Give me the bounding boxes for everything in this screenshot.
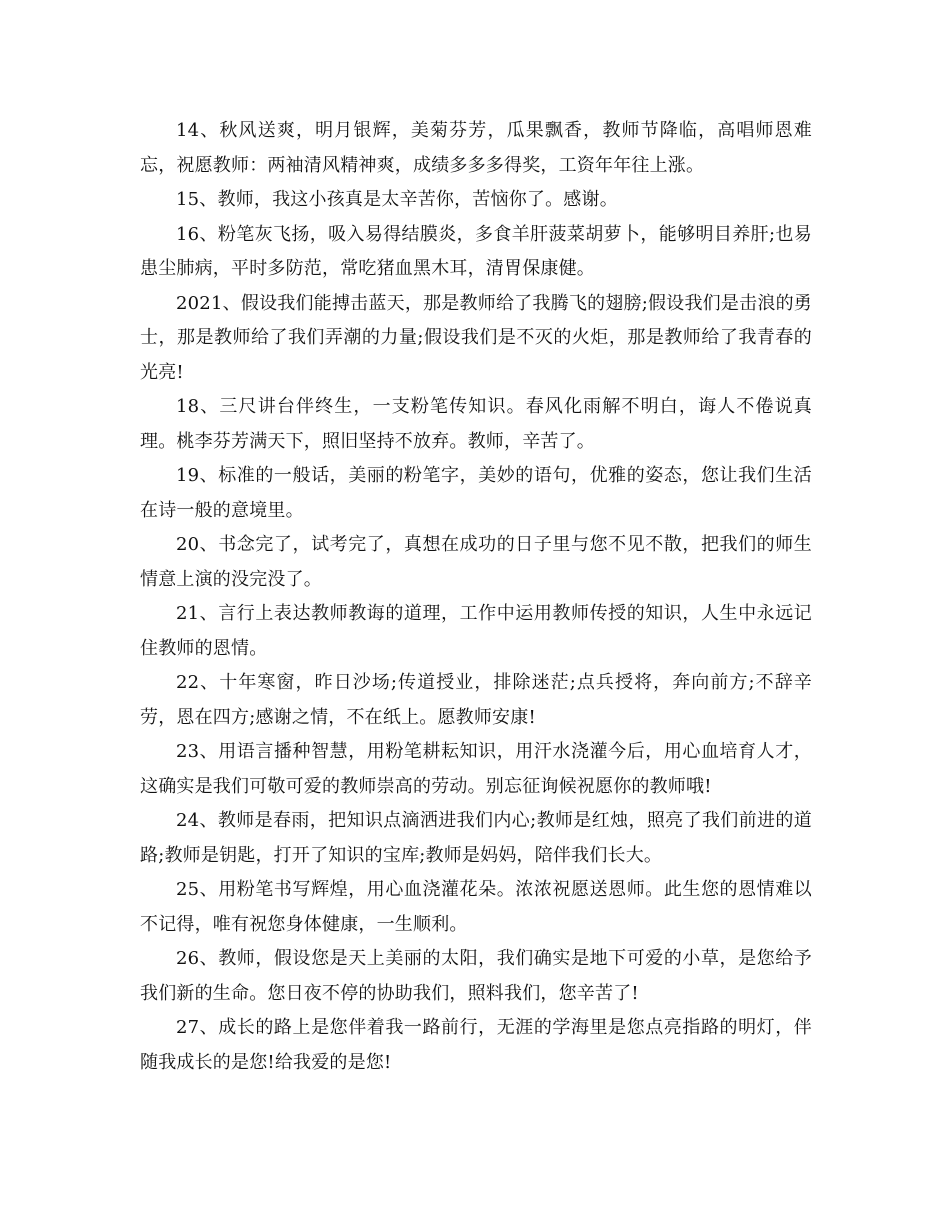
paragraph-24: 24、教师是春雨，把知识点滴洒进我们内心;教师是红烛，照亮了我们前进的道路;教师是钥匙，打开了知识的宝库;教师是妈妈，陪伴我们长大。 <box>140 810 812 866</box>
paragraph-18: 18、三尺讲台伴终生，一支粉笔传知识。春风化雨解不明白，诲人不倦说真理。桃李芬芳满天下，照旧坚持不放弃。教师，辛苦了。 <box>140 396 812 452</box>
paragraph-20: 20、书念完了，试考完了，真想在成功的日子里与您不见不散，把我们的师生情意上演的没完没了。 <box>140 534 812 590</box>
paragraph-21: 21、言行上表达教师教诲的道理，工作中运用教师传授的知识，人生中永远记住教师的恩情。 <box>140 603 812 659</box>
paragraph-26: 26、教师，假设您是天上美丽的太阳，我们确实是地下可爱的小草，是您给予我们新的生命。您日夜不停的协助我们，照料我们，您辛苦了! <box>140 948 812 1004</box>
document-body <box>140 114 812 1080</box>
paragraph-23: 23、用语言播种智慧，用粉笔耕耘知识，用汗水浇灌今后，用心血培育人才，这确实是我们可敬可爱的教师崇高的劳动。别忘征询候祝愿你的教师哦! <box>140 741 812 797</box>
paragraph-19: 19、标准的一般话，美丽的粉笔字，美妙的语句，优雅的姿态，您让我们生活在诗一般的意境里。 <box>140 465 812 521</box>
paragraph-22: 22、十年寒窗，昨日沙场;传道授业，排除迷茫;点兵授将，奔向前方;不辞辛劳，恩在四方;感谢之情，不在纸上。愿教师安康! <box>140 672 812 728</box>
paragraph-27: 27、成长的路上是您伴着我一路前行，无涯的学海里是您点亮指路的明灯，伴随我成长的是您!给我爱的是您! <box>140 1017 812 1073</box>
paragraph-16: 16、粉笔灰飞扬，吸入易得结膜炎，多食羊肝菠菜胡萝卜，能够明目养肝;也易患尘肺病，平时多防范，常吃猪血黑木耳，清胃保康健。 <box>140 223 812 279</box>
paragraph-14: 14、秋风送爽，明月银辉，美菊芬芳，瓜果飘香，教师节降临，高唱师恩难忘，祝愿教师：两袖清风精神爽，成绩多多多得奖，工资年年往上涨。 <box>140 120 812 176</box>
paragraph-25: 25、用粉笔书写辉煌，用心血浇灌花朵。浓浓祝愿送恩师。此生您的恩情难以不记得，唯有祝您身体健康，一生顺利。 <box>140 879 812 935</box>
paragraph-2021: 2021、假设我们能搏击蓝天，那是教师给了我腾飞的翅膀;假设我们是击浪的勇士，那是教师给了我们弄潮的力量;假设我们是不灭的火炬，那是教师给了我青春的光亮! <box>140 292 812 383</box>
paragraph-15: 15、教师，我这小孩真是太辛苦你，苦恼你了。感谢。 <box>176 189 618 210</box>
